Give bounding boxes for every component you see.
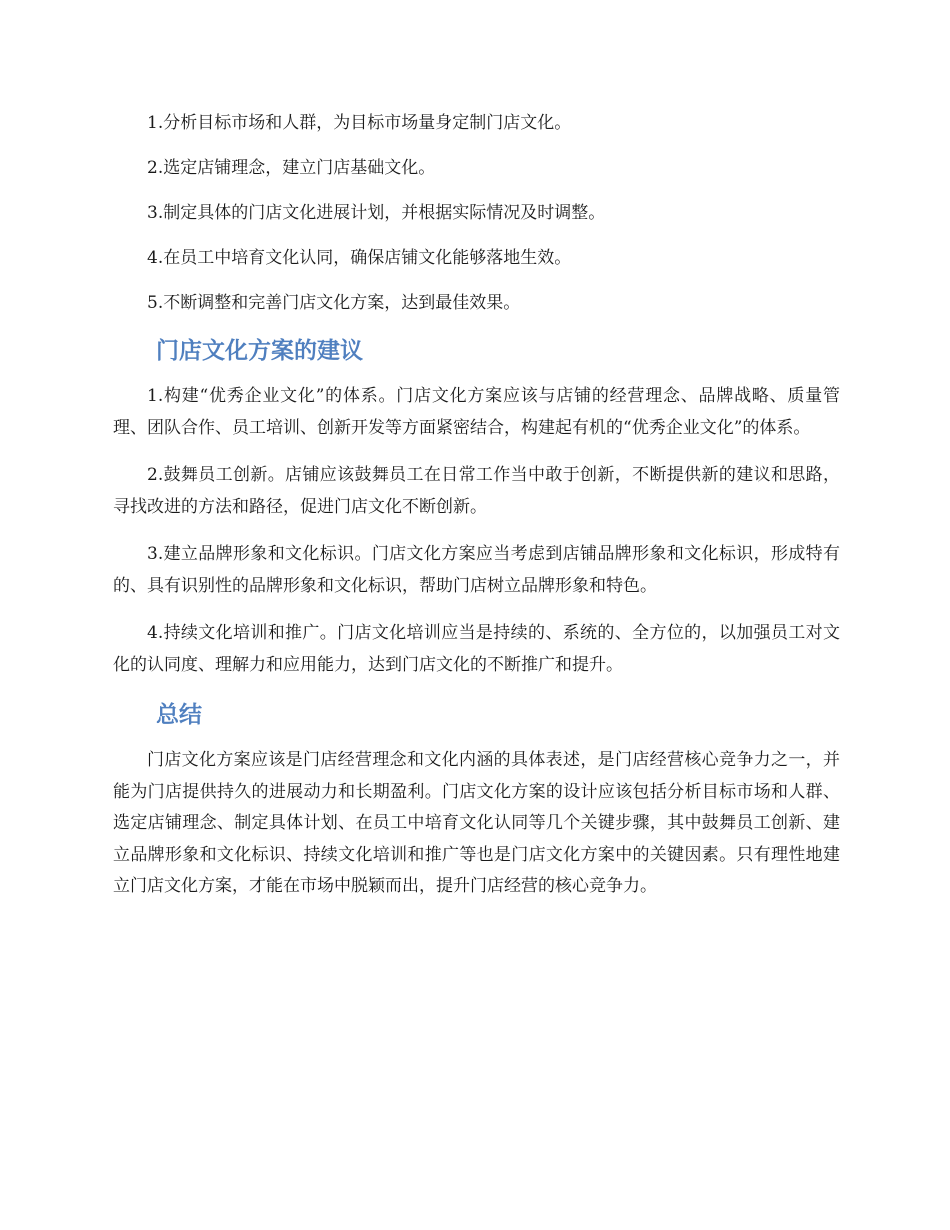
suggestion-item-4: 4.持续文化培训和推广。门店文化培训应当是持续的、系统的、全方位的，以加强员工对文化的认同度、理解力和应用能力，达到门店文化的不断推广和提升。 (113, 623, 840, 675)
suggestion-item-1: 1.构建“优秀企业文化”的体系。门店文化方案应该与店铺的经营理念、品牌战略、质量管理、团队合作、员工培训、创新开发等方面紧密结合，构建起有机的“优秀企业文化”的体系。 (113, 386, 840, 438)
steps-list (113, 108, 840, 320)
summary-paragraph: 门店文化方案应该是门店经营理念和文化内涵的具体表述，是门店经营核心竞争力之一，并能为门店提供持久的进展动力和长期盈利。门店文化方案的设计应该包括分析目标市场和人群、选定店铺理念、制定具体计划、在员工中培育文化认同等几个关键步骤，其中鼓舞员工创新、建立品牌形象和文化标识、持续文化培训和推广等也是门店文化方案中的关键因素。只有理性地建立门店文化方案，才能在市场中脱颖而出，提升门店经营的核心竞争力。 (113, 750, 840, 896)
step-item-5: 5.不断调整和完善门店文化方案，达到最佳效果。 (147, 293, 521, 313)
suggestion-item-3: 3.建立品牌形象和文化标识。门店文化方案应当考虑到店铺品牌形象和文化标识，形成特有的、具有识别性的品牌形象和文化标识，帮助门店树立品牌形象和特色。 (113, 544, 840, 596)
step-item-4: 4.在员工中培育文化认同，确保店铺文化能够落地生效。 (147, 248, 572, 268)
suggestions-heading: 门店文化方案的建议 (156, 338, 363, 364)
suggestion-item-2: 2.鼓舞员工创新。店铺应该鼓舞员工在日常工作当中敢于创新，不断提供新的建议和思路，寻找改进的方法和路径，促进门店文化不断创新。 (113, 465, 840, 517)
suggestions-list (113, 381, 840, 681)
step-item-2: 2.选定店铺理念，建立门店基础文化。 (147, 158, 436, 178)
step-item-1: 1.分析目标市场和人群，为目标市场量身定制门店文化。 (147, 113, 572, 133)
step-item-3: 3.制定具体的门店文化进展计划，并根据实际情况及时调整。 (147, 203, 606, 223)
summary-heading: 总结 (156, 702, 202, 728)
document-page (113, 108, 840, 903)
